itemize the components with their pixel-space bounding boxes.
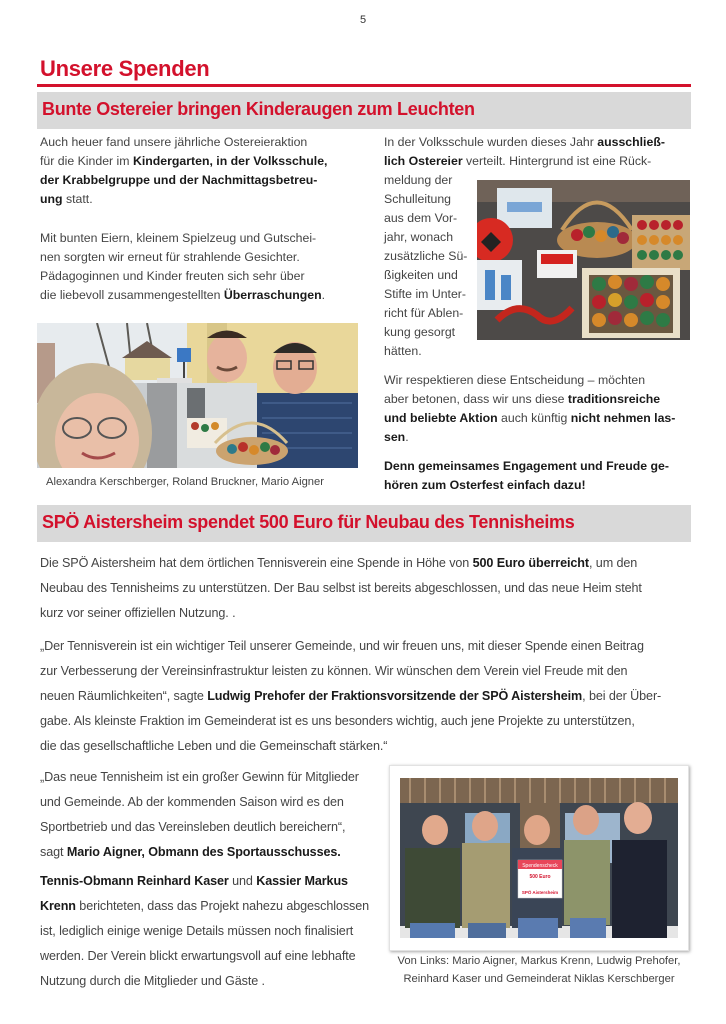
text-line: ßigkeiten und xyxy=(384,268,458,282)
photo-easter-team-caption: Alexandra Kerschberger, Roland Bruckner, Mario Aigner xyxy=(46,476,324,488)
bold-run: 500 Euro überreicht xyxy=(472,556,589,570)
article1-left-p1 xyxy=(40,133,327,209)
bold-run: Denn gemeinsames Engagement und Freude ge- xyxy=(384,459,669,473)
text-line xyxy=(384,428,675,447)
text-run: verteilt. Hintergrund ist eine Rück- xyxy=(462,154,652,168)
photo-frame-tennis xyxy=(389,765,689,951)
text-run: Wir respektieren diese Entscheidung – möchten xyxy=(384,373,646,387)
text-run: werden. Der Verein blickt erwartungsvoll auf eine lebhafte xyxy=(40,949,356,963)
text-run: die liebevoll zusammengestellten xyxy=(40,288,224,302)
page-number: 5 xyxy=(359,14,367,26)
text-line xyxy=(40,286,325,305)
text-line xyxy=(40,684,661,709)
text-run: und xyxy=(228,874,257,888)
photo-easter-team xyxy=(37,323,358,468)
text-line xyxy=(40,229,325,248)
text-run: berichteten, dass das Projekt nahezu abgeschlossen xyxy=(75,899,370,913)
text-run: Sportbetrieb und das Vereinsleben deutlich bereichern“, xyxy=(40,820,346,834)
text-run: Die SPÖ Aistersheim hat dem örtlichen Tennisverein eine Spende in Höhe von xyxy=(40,556,473,570)
text-line xyxy=(384,133,665,152)
text-line xyxy=(40,734,661,759)
text-run: kurz vor seiner offiziellen Nutzung. . xyxy=(40,606,236,620)
text-line xyxy=(40,815,359,840)
text-line: richt für Ablen- xyxy=(384,306,464,320)
text-line xyxy=(40,709,661,734)
text-run: aber betonen, dass wir uns diese xyxy=(384,392,568,406)
photo-tennis-group xyxy=(400,778,678,938)
text-line xyxy=(40,869,369,894)
photo-tennis-group-image xyxy=(400,778,678,938)
text-run: ist, lediglich einige wenige Details müssen noch finalisiert xyxy=(40,924,354,938)
text-run: Nutzung durch die Mitglieder und Gäste . xyxy=(40,974,265,988)
text-run: Auch heuer fand unsere jährliche Ostereieraktion xyxy=(40,135,308,149)
bold-run: Tennis-Obmann Reinhard Kaser xyxy=(40,874,229,888)
bold-run: der Krabbelgruppe und der Nachmittagsbetreu- xyxy=(40,173,318,187)
text-line xyxy=(40,659,661,684)
photo-easter-eggs-image xyxy=(477,180,690,340)
text-run: Neubau des Tennisheims zu unterstützen. Der Bau selbst ist bereits abgeschlossen, und das neue Heim steht xyxy=(40,581,642,595)
text-run: zur Verbesserung der Vereinsinfrastruktur leisten zu können. Wir wünschen dem Verein viel Freude mit den xyxy=(40,664,628,678)
text-run: „Der Tennisverein ist ein wichtiger Teil unserer Gemeinde, und wir freuen uns, mit dieser Spende einen Beitrag xyxy=(40,639,644,653)
article1-right-p1-narrow xyxy=(384,171,467,361)
donation-sign xyxy=(518,860,562,898)
text-line xyxy=(40,551,642,576)
title-rule xyxy=(37,84,691,87)
bold-run: ung xyxy=(40,192,63,206)
photo-tennis-caption-line2: Reinhard Kaser und Gemeinderat Niklas Kerschberger xyxy=(403,973,675,985)
text-line xyxy=(40,840,359,865)
bold-run: hören zum Osterfest einfach dazu! xyxy=(384,478,586,492)
sign-logo: SPÖ Aistersheim xyxy=(521,890,559,895)
bold-run: traditionsreiche xyxy=(567,392,661,406)
bold-run: lich Ostereier xyxy=(384,154,463,168)
text-run: , um den xyxy=(589,556,638,570)
article1-heading: Bunte Ostereier bringen Kinderaugen zum Leuchten xyxy=(42,99,475,119)
text-line xyxy=(384,476,669,495)
text-line: kung gesorgt xyxy=(384,325,456,339)
text-line xyxy=(40,152,327,171)
article2-p4 xyxy=(40,869,369,994)
text-line: meldung der xyxy=(384,173,453,187)
text-line xyxy=(40,190,327,209)
text-run: und Gemeinde. Ab der kommenden Saison wird es den xyxy=(40,795,344,809)
text-line xyxy=(40,601,642,626)
text-line xyxy=(40,171,327,190)
text-line: Stifte im Unter- xyxy=(384,287,466,301)
text-line: hätten. xyxy=(384,344,422,358)
text-line xyxy=(384,409,675,428)
article1-heading-band xyxy=(37,92,691,129)
text-line xyxy=(384,371,675,390)
text-run: auch künftig xyxy=(497,411,571,425)
bold-run: ausschließ- xyxy=(597,135,665,149)
text-run: Mit bunten Eiern, kleinem Spielzeug und Gutschei- xyxy=(40,231,317,245)
article1-right-p3 xyxy=(384,457,669,495)
text-line xyxy=(40,790,359,815)
text-line xyxy=(384,390,675,409)
article1-right-p1-top xyxy=(384,133,665,171)
text-run: neuen Räumlichkeiten“, sagte xyxy=(40,689,208,703)
text-line xyxy=(384,152,665,171)
text-run: gabe. Als kleinste Fraktion im Gemeinderat ist es uns besonders wichtig, auch jene Projekte zu unterstützen, xyxy=(40,714,635,728)
bold-run: Überraschungen xyxy=(223,288,322,302)
text-line: Schulleitung xyxy=(384,192,451,206)
text-run: für die Kinder im xyxy=(40,154,133,168)
text-run: In der Volksschule wurden dieses Jahr xyxy=(384,135,598,149)
sign-amount: 500 Euro xyxy=(529,874,551,880)
text-line xyxy=(384,457,669,476)
text-line xyxy=(40,969,369,994)
article1-left-p2 xyxy=(40,229,325,305)
text-line xyxy=(40,267,325,286)
article2-heading: SPÖ Aistersheim spendet 500 Euro für Neubau des Tennisheims xyxy=(42,512,575,532)
article2-p1 xyxy=(40,551,642,626)
text-run: Pädagoginnen und Kinder freuten sich sehr über xyxy=(40,269,305,283)
photo-easter-eggs xyxy=(477,180,690,340)
text-run: nen sorgten wir erneut für strahlende Gesichter. xyxy=(40,250,300,264)
photo-tennis-caption xyxy=(389,952,689,988)
text-line xyxy=(40,919,369,944)
text-run: , bei der Über- xyxy=(582,689,662,703)
sign-title: Spendenscheck xyxy=(522,863,558,869)
bold-run: und beliebte Aktion xyxy=(384,411,498,425)
text-line xyxy=(40,576,642,601)
bold-run: Krenn xyxy=(40,899,76,913)
bold-run: Mario Aigner, Obmann des Sportausschusses. xyxy=(66,845,341,859)
text-line: jahr, wonach xyxy=(384,230,454,244)
text-run: die das gesellschaftliche Leben und die Gemeinschaft stärken.“ xyxy=(40,739,388,753)
bold-run: Kassier Markus xyxy=(256,874,348,888)
page-title: Unsere Spenden xyxy=(40,56,210,81)
text-line xyxy=(40,765,359,790)
bold-run: Kindergarten, in der Volksschule, xyxy=(132,154,328,168)
text-line xyxy=(40,944,369,969)
text-line: zusätzliche Sü- xyxy=(384,249,468,263)
photo-easter-team-image xyxy=(37,323,358,468)
text-line xyxy=(40,894,369,919)
article1-right-p2 xyxy=(384,371,675,447)
bold-run: Ludwig Prehofer der Fraktionsvorsitzende der SPÖ Aistersheim xyxy=(207,689,583,703)
text-line xyxy=(40,133,327,152)
article2-p3 xyxy=(40,765,359,865)
bold-run: sen xyxy=(384,430,406,444)
text-run: „Das neue Tennisheim ist ein großer Gewinn für Mitglieder xyxy=(40,770,359,784)
photo-tennis-caption-line1: Von Links: Mario Aigner, Markus Krenn, Ludwig Prehofer, xyxy=(397,955,681,967)
text-run: . xyxy=(321,288,326,302)
text-run: sagt xyxy=(40,845,67,859)
article2-heading-band xyxy=(37,505,691,542)
text-run: . xyxy=(405,430,409,444)
text-run: statt. xyxy=(62,192,93,206)
text-line: aus dem Vor- xyxy=(384,211,458,225)
bold-run: nicht nehmen las- xyxy=(570,411,676,425)
article2-p2 xyxy=(40,634,661,759)
text-line xyxy=(40,634,661,659)
text-line xyxy=(40,248,325,267)
